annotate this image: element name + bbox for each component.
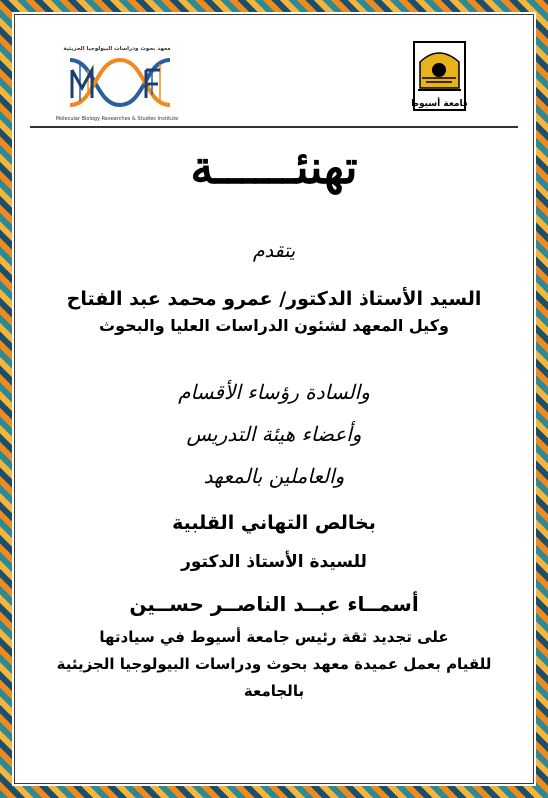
recipient-name: أسمــاء عبــد الناصــر حســين — [129, 592, 419, 616]
body-line: بالجامعة — [243, 682, 305, 700]
co-sender-workers: والعاملين بالمعهد — [203, 464, 345, 488]
sender-name: السيد الأستاذ الدكتور/ عمرو محمد عبد الفتاح — [66, 288, 482, 310]
body-line: على تجديد ثقة رئيس جامعة أسيوط في سيادتها — [99, 628, 449, 646]
sender-title: وكيل المعهد لشئون الدراسات العليا والبحوث — [99, 316, 449, 335]
institute-name-en: Molecular Biology Researches & Studies Institute — [55, 116, 179, 122]
presents-line: يتقدم — [252, 240, 296, 262]
letter-title: تهنئــــــة — [190, 140, 358, 194]
body-line: للقيام بعمل عميدة معهد بحوث ودراسات البيولوجيا الجزيئية — [56, 655, 492, 673]
university-logo-text: جامعة أسيوط — [412, 99, 467, 109]
institute-logo — [50, 40, 185, 125]
congrats-line: بخالص التهاني القلبية — [172, 512, 376, 534]
institute-name-ar: معهد بحوث ودراسات البيولوجيا الجزيئية — [63, 46, 171, 52]
co-sender-heads: والسادة رؤساء الأقسام — [178, 380, 370, 404]
university-logo — [412, 40, 467, 112]
recipient-title: للسيدة الأستاذ الدكتور — [181, 552, 367, 572]
body-paragraph — [24, 624, 524, 705]
co-sender-faculty: وأعضاء هيئة التدريس — [186, 422, 362, 446]
header-divider — [30, 126, 518, 128]
